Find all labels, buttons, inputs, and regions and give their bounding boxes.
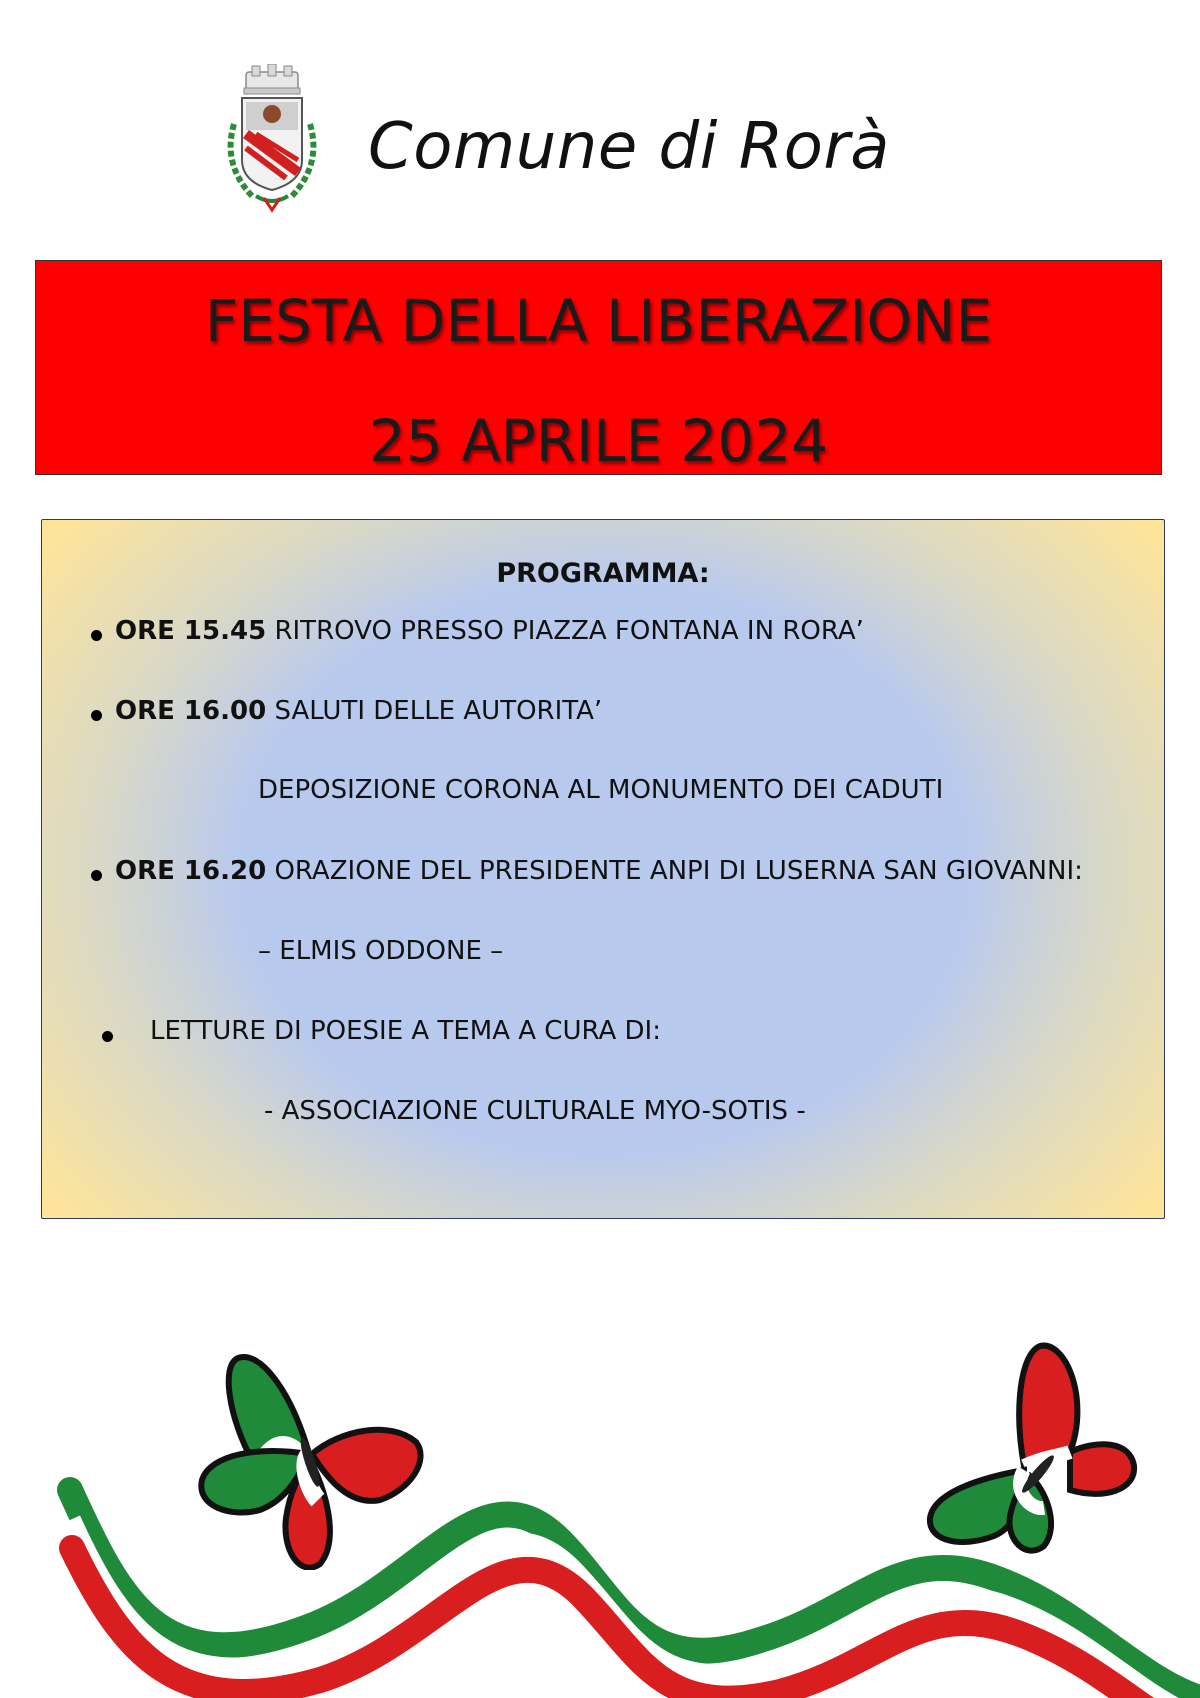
bullet-icon [102,1031,113,1042]
program-item-text: ORAZIONE DEL PRESIDENTE ANPI DI LUSERNA SAN GIOVANNI: [266,856,1083,886]
program-item-time: ORE 16.20 [115,856,267,886]
program-heading: PROGRAMMA: [496,558,710,589]
program-item-time: ORE 15.45 [115,616,267,646]
event-banner [35,260,1162,475]
comune-title: Comune di Rorà [368,110,890,184]
bullet-icon [91,630,102,641]
program-item [150,1016,661,1046]
program-item-time: ORE 16.00 [115,696,267,726]
bullet-icon [91,870,102,881]
program-item [115,616,864,646]
program-item-subtext: – ELMIS ODDONE – [258,936,504,966]
program-item [115,856,1083,886]
program-item [115,696,602,726]
butterfly-icon [190,1350,430,1570]
program-item-text: RITROVO PRESSO PIAZZA FONTANA IN RORA’ [266,616,864,646]
comune-crest-logo [216,64,328,214]
program-item-text: LETTURE DI POESIE A TEMA A CURA DI: [150,1016,661,1046]
program-box [41,519,1165,1219]
program-item-subtext: DEPOSIZIONE CORONA AL MONUMENTO DEI CADUTI [258,775,944,805]
bullet-icon [91,710,102,721]
event-title: FESTA DELLA LIBERAZIONE [204,287,993,355]
event-date: 25 APRILE 2024 [368,407,829,475]
butterfly-icon [920,1340,1140,1560]
program-item-subtext: - ASSOCIAZIONE CULTURALE MYO-SOTIS - [264,1096,806,1126]
program-item-text: SALUTI DELLE AUTORITA’ [266,696,603,726]
